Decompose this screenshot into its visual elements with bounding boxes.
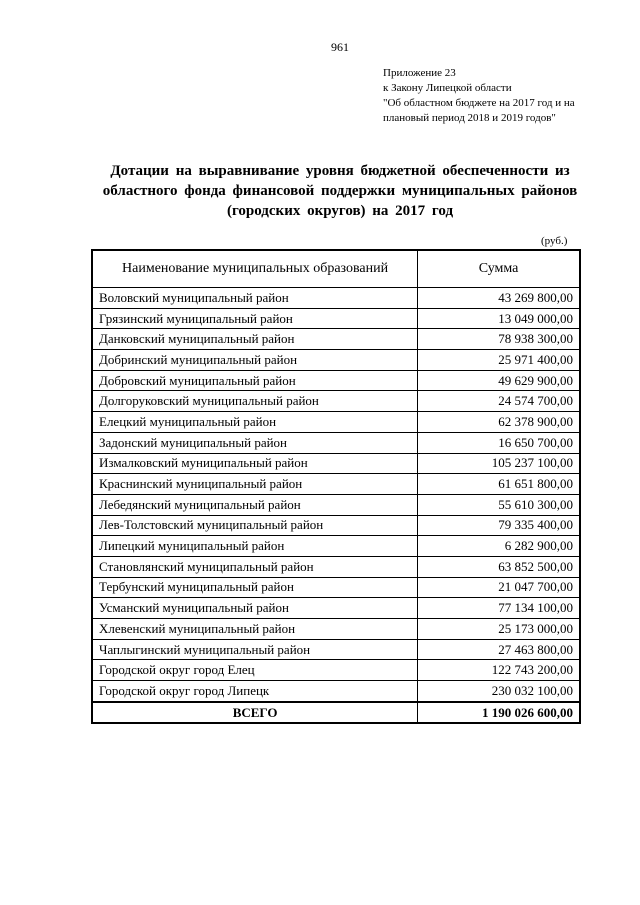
table-row <box>92 288 580 309</box>
municipality-name: Долгоруковский муниципальный район <box>92 391 418 412</box>
table-row <box>92 639 580 660</box>
table-row <box>92 350 580 371</box>
table-row <box>92 391 580 412</box>
column-header-name: Наименование муниципальных образований <box>92 250 418 288</box>
subsidy-amount: 25 971 400,00 <box>418 350 580 371</box>
table-row <box>92 474 580 495</box>
municipality-name: Данковский муниципальный район <box>92 329 418 350</box>
subsidy-amount: 25 173 000,00 <box>418 619 580 640</box>
table-row <box>92 515 580 536</box>
table-row <box>92 494 580 515</box>
municipality-name: Лебедянский муниципальный район <box>92 494 418 515</box>
appendix-line: Приложение 23 <box>383 67 456 79</box>
municipality-name: Добровский муниципальный район <box>92 370 418 391</box>
subsidy-amount: 122 743 200,00 <box>418 660 580 681</box>
subsidy-amount: 230 032 100,00 <box>418 681 580 702</box>
table-row <box>92 308 580 329</box>
municipality-name: Липецкий муниципальный район <box>92 536 418 557</box>
table-row <box>92 412 580 433</box>
total-label: ВСЕГО <box>92 702 418 724</box>
subsidy-amount: 24 574 700,00 <box>418 391 580 412</box>
municipality-name: Усманский муниципальный район <box>92 598 418 619</box>
subsidy-amount: 78 938 300,00 <box>418 329 580 350</box>
appendix-line: к Закону Липецкой области <box>383 82 512 94</box>
table-row <box>92 660 580 681</box>
page-number: 961 <box>331 40 349 54</box>
municipality-name: Воловский муниципальный район <box>92 288 418 309</box>
appendix-note <box>383 66 575 126</box>
municipality-name: Лев-Толстовский муниципальный район <box>92 515 418 536</box>
table-row <box>92 681 580 702</box>
municipality-name: Измалковский муниципальный район <box>92 453 418 474</box>
subsidy-amount: 62 378 900,00 <box>418 412 580 433</box>
municipality-name: Хлевенский муниципальный район <box>92 619 418 640</box>
municipality-name: Елецкий муниципальный район <box>92 412 418 433</box>
table-row <box>92 556 580 577</box>
table-row <box>92 370 580 391</box>
table-row <box>92 536 580 557</box>
appendix-line: плановый период 2018 и 2019 годов" <box>383 112 556 124</box>
municipality-name: Городской округ город Елец <box>92 660 418 681</box>
subsidy-amount: 79 335 400,00 <box>418 515 580 536</box>
subsidy-amount: 16 650 700,00 <box>418 432 580 453</box>
subsidy-amount: 61 651 800,00 <box>418 474 580 495</box>
subsidy-table <box>91 249 581 724</box>
subsidy-amount: 77 134 100,00 <box>418 598 580 619</box>
subsidy-amount: 55 610 300,00 <box>418 494 580 515</box>
table-row <box>92 432 580 453</box>
municipality-name: Тербунский муниципальный район <box>92 577 418 598</box>
subsidy-amount: 13 049 000,00 <box>418 308 580 329</box>
municipality-name: Задонский муниципальный район <box>92 432 418 453</box>
municipality-name: Добринский муниципальный район <box>92 350 418 371</box>
subsidy-amount: 6 282 900,00 <box>418 536 580 557</box>
subsidy-amount: 49 629 900,00 <box>418 370 580 391</box>
subsidy-amount: 27 463 800,00 <box>418 639 580 660</box>
table-row <box>92 619 580 640</box>
column-header-sum: Сумма <box>418 250 580 288</box>
table-row <box>92 598 580 619</box>
total-amount: 1 190 026 600,00 <box>418 702 580 724</box>
table-header-row <box>92 250 580 288</box>
subsidy-amount: 105 237 100,00 <box>418 453 580 474</box>
subsidy-amount: 21 047 700,00 <box>418 577 580 598</box>
municipality-name: Городской округ город Липецк <box>92 681 418 702</box>
total-row <box>92 702 580 724</box>
table-row <box>92 329 580 350</box>
document-title: Дотации на выравнивание уровня бюджетной обеспеченности из областного фонда финансовой поддержки муниципальных районов (городских округов) на 2017 год <box>102 163 578 219</box>
units-label: (руб.) <box>541 235 568 247</box>
appendix-line: "Об областном бюджете на 2017 год и на <box>383 97 575 109</box>
subsidy-amount: 63 852 500,00 <box>418 556 580 577</box>
municipality-name: Краснинский муниципальный район <box>92 474 418 495</box>
municipality-name: Чаплыгинский муниципальный район <box>92 639 418 660</box>
table-row <box>92 453 580 474</box>
table-row <box>92 577 580 598</box>
municipality-name: Становлянский муниципальный район <box>92 556 418 577</box>
subsidy-amount: 43 269 800,00 <box>418 288 580 309</box>
municipality-name: Грязинский муниципальный район <box>92 308 418 329</box>
